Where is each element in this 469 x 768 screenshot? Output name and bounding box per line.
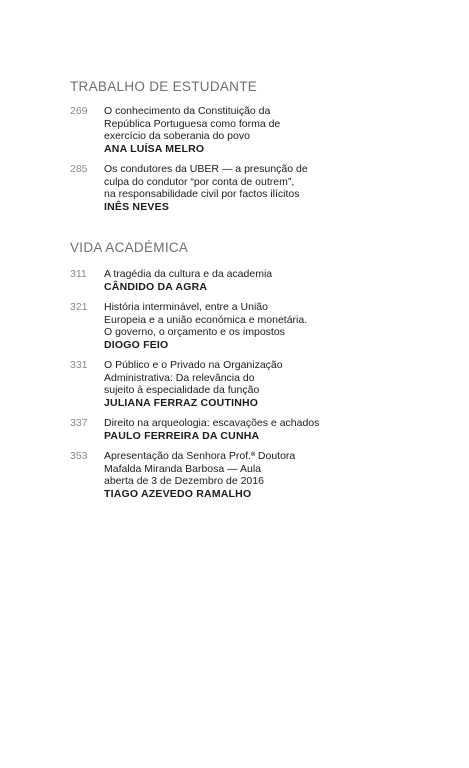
entry-title-line: A tragédia da cultura e da academia <box>104 268 273 280</box>
page-number: 337 <box>70 417 88 429</box>
entry-title-line: Mafalda Miranda Barbosa — Aula <box>104 462 262 475</box>
entry-author: TIAGO AZEVEDO RAMALHO <box>104 487 252 500</box>
page-number: 331 <box>70 359 88 371</box>
entry-title-line: aberta de 3 de Dezembro de 2016 <box>104 475 264 487</box>
page-number: 269 <box>70 105 88 117</box>
page-number: 321 <box>70 301 88 313</box>
section-trabalho-de-estudante <box>70 79 440 213</box>
entry-author: INÊS NEVES <box>104 200 170 213</box>
entry-title-line: Europeia e a união económica e monetária. <box>104 313 308 326</box>
toc-entry <box>70 359 440 409</box>
toc-entry <box>70 450 440 500</box>
entry-title-line: O conhecimento da Constituição da <box>104 105 271 117</box>
entry-title-line: História interminável, entre a União <box>104 301 268 313</box>
toc-entry <box>70 268 440 293</box>
toc-entry <box>70 163 440 213</box>
toc-entry <box>70 417 440 442</box>
entry-title-line: culpa do condutor “por conta de outrem”, <box>104 175 295 188</box>
entry-title-line: na responsabilidade civil por factos ilícitos <box>104 188 300 200</box>
toc-entry <box>70 301 440 351</box>
section-heading: TRABALHO DE ESTUDANTE <box>70 79 258 94</box>
entry-title-line: República Portuguesa como forma de <box>104 117 281 130</box>
page-number: 311 <box>70 268 87 280</box>
toc-entry <box>70 105 440 155</box>
entry-author: JULIANA FERRAZ COUTINHO <box>104 396 259 409</box>
entry-author: PAULO FERREIRA DA CUNHA <box>104 429 260 442</box>
entry-title-line: exercício da soberania do povo <box>104 130 250 142</box>
entry-title-line: Direito na arqueologia: escavações e achados <box>104 417 320 429</box>
entry-title-line: O governo, o orçamento e os impostos <box>104 326 285 338</box>
section-heading: VIDA ACADÉMICA <box>70 240 189 255</box>
page-number: 353 <box>70 450 88 462</box>
entry-title-line: Administrativa: Da relevância do <box>104 371 255 384</box>
entry-author: ANA LUÍSA MELRO <box>104 142 205 155</box>
entry-author: CÂNDIDO DA AGRA <box>104 280 208 293</box>
entry-title-line: Apresentação da Senhora Prof.ª Doutora <box>104 450 296 462</box>
entry-title-line: Os condutores da UBER — a presunção de <box>104 163 308 175</box>
page-number: 285 <box>70 163 88 175</box>
entry-title-line: sujeito à especialidade da função <box>104 384 260 396</box>
entry-author: DIOGO FEIO <box>104 338 169 351</box>
entry-title-line: O Público e o Privado na Organização <box>104 359 283 371</box>
section-vida-academica <box>70 240 440 500</box>
